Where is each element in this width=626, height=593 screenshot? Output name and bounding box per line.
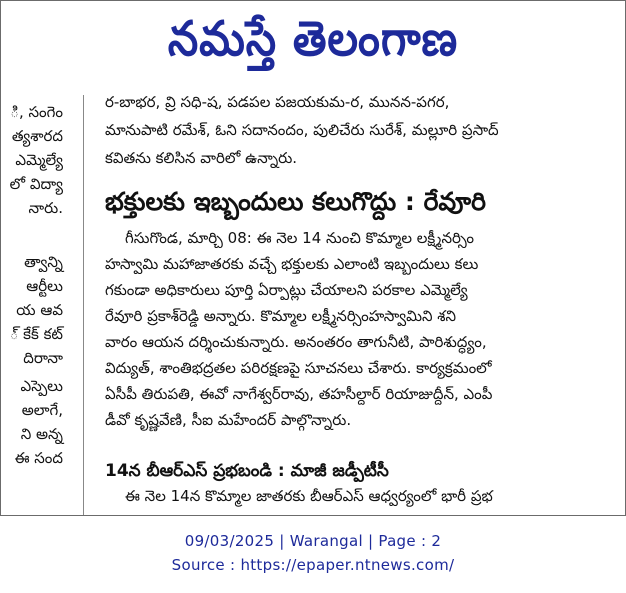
- article-line: గకుండా అధికారులు పూర్తి ఏర్పాట్లు చేయాలని పరకాల ఎమ్మెల్యే: [105, 281, 468, 299]
- article-line: మానుపాటి రమేశ్, ఓని సదానందం, పులిచేరు సురేశ్, మల్లూరి ప్రసాద్: [105, 121, 499, 139]
- article-line: వారం ఆయన దర్శించుకున్నారు. అనంతరం తాగునీటి, పారిశుద్ధ్యం,: [105, 333, 487, 351]
- left-fragment-line: ి, సంగెం: [10, 103, 63, 121]
- left-fragment-line: ఎమ్మెల్యే: [15, 151, 63, 169]
- article-line: విద్యుత్, శాంతిభద్రతల పరిరక్షణపై సూచనలు చేశారు. కార్యక్రమంలో: [105, 359, 492, 377]
- left-fragment-line: ఈ సంద: [14, 449, 63, 467]
- article-line: డీవో కృష్ణవేణి, సీఐ మహేందర్ పాల్గొన్నారు.: [105, 411, 352, 429]
- left-column-fragment: [1, 95, 71, 515]
- article-line: ఈ నెల 14న కొమ్మాల జాతరకు బీఆర్‌ఎస్ ఆధ్వర్యంలో భారీ ప్రభ: [125, 487, 493, 505]
- newspaper-masthead: నమస్తే తెలంగాణ: [167, 11, 459, 67]
- left-fragment-line: నారు.: [28, 199, 63, 217]
- left-fragment-line: ని అన్న: [20, 425, 63, 443]
- left-fragment-line: ఎస్పెలు: [20, 377, 63, 395]
- left-fragment-line: అలాగే,: [21, 401, 63, 419]
- left-fragment-line: ఆర్టీలు: [26, 277, 63, 295]
- article-line: హస్వామి మహాజాతరకు వచ్చే భక్తులకు ఎలాంటి ఇబ్బందులు కలు: [105, 255, 479, 273]
- article-line: కవితను కలిసిన వారిలో ఉన్నారు.: [105, 149, 298, 167]
- source-credit: Source : https://epaper.ntnews.com/: [171, 556, 455, 574]
- article-line: రేవూరి ప్రకాశ్‌రెడ్డి అన్నారు. కొమ్మాల లక్ష్మీనర్సింహస్వామిని శని: [105, 307, 457, 325]
- clipping-meta: 09/03/2025 | Warangal | Page : 2: [184, 532, 442, 550]
- left-fragment-line: ్ కేక్ కట్: [9, 325, 63, 343]
- column-divider: [83, 95, 84, 515]
- article-headline: భక్తులకు ఇబ్బందులు కలుగొద్దు : రేవూరి: [105, 187, 486, 216]
- left-fragment-line: త్యశారద: [11, 127, 63, 145]
- left-fragment-line: య ఆవ: [16, 301, 63, 319]
- left-fragment-line: లో విద్యా: [9, 175, 63, 193]
- left-fragment-line: త్వాన్ని: [24, 253, 63, 271]
- article-subheadline: 14న బీఆర్‌ఎస్ ప్రభబండి : మాజీ జడ్పీటీసీ: [105, 461, 389, 481]
- article-line: ఏసీపీ తిరుపతి, ఈవో నాగేశ్వర్‌రావు, తహసీల్దార్ రియాజుద్దీన్, ఎంపీ: [105, 385, 493, 403]
- article-line: గీసుగొండ, మార్చి 08: ఈ నెల 14 నుంచి కొమ్మాల లక్ష్మీనర్సిం: [125, 229, 474, 247]
- left-fragment-line: దిరానా: [23, 349, 63, 367]
- article-line: ర-బాభర, వ్రి సధి-ష, పడపల పజయకుమ-ర, మునన-పగర,: [105, 93, 450, 111]
